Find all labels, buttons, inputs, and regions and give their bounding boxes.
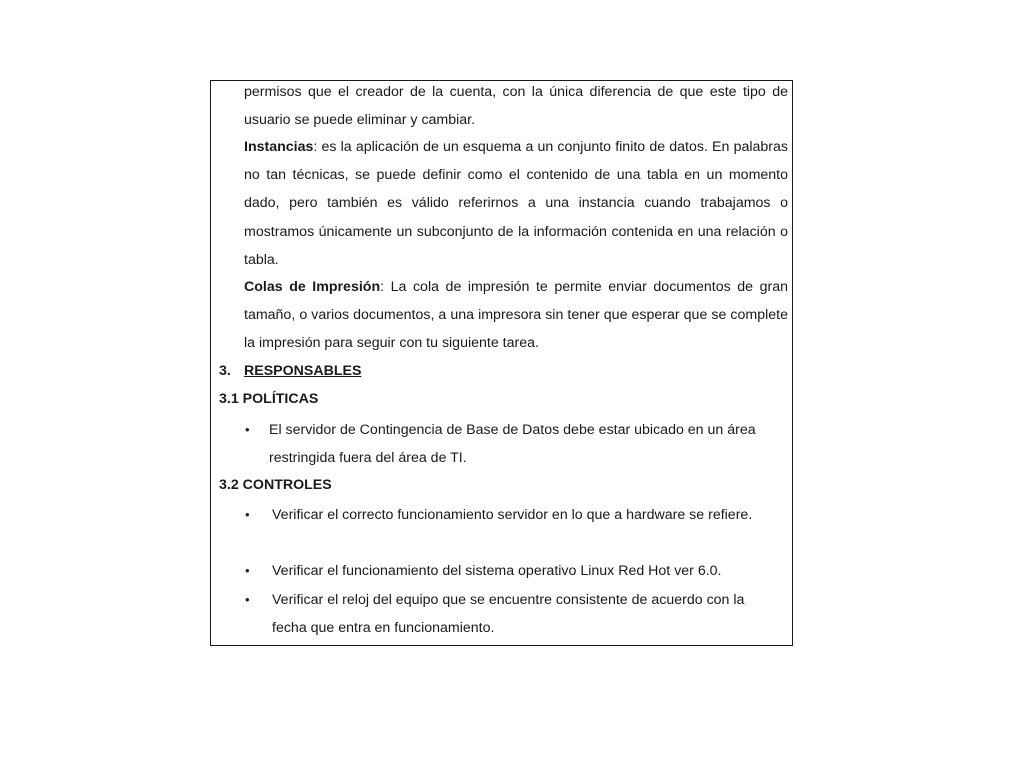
- paragraph-colas-text: : La cola de impresión te permite enviar documentos de gran tamaño, o varios documentos, a una impresora sin tener que esperar que se complete la impresión para seguir con tu siguiente tarea.: [244, 279, 789, 352]
- controles-bullet-3-text: Verificar el reloj del equipo que se encuentre consistente de acuerdo con la fecha que entra en funcionamiento.: [272, 592, 745, 637]
- paragraph-permissions-text: permisos que el creador de la cuenta, con la única diferencia de que este tipo de usuario se puede eliminar y cambiar.: [244, 84, 788, 129]
- bullet-dot-icon: •: [245, 592, 250, 607]
- section-3-title: RESPONSABLES: [244, 363, 362, 379]
- section-3-heading: [219, 361, 361, 381]
- term-colas-de-impresion: Colas de Impresión: [244, 279, 381, 295]
- document-page-frame: [210, 80, 793, 646]
- politicas-bullet-1-text: El servidor de Contingencia de Base de Datos debe estar ubicado en un área restringida fuera del área de TI.: [269, 422, 756, 467]
- bullet-dot-icon: •: [245, 422, 250, 437]
- paragraph-colas: [244, 273, 788, 358]
- politicas-bullet-1: [245, 416, 765, 472]
- paragraph-permissions: [244, 78, 788, 134]
- controles-bullet-1-text: Verificar el correcto funcionamiento servidor en lo que a hardware se refiere.: [272, 507, 753, 523]
- section-3-2-title: 3.2 CONTROLES: [219, 477, 332, 493]
- section-3-1-heading: [219, 389, 318, 409]
- section-3-2-heading: [219, 475, 332, 495]
- controles-bullet-2-text: Verificar el funcionamiento del sistema operativo Linux Red Hot ver 6.0.: [272, 563, 722, 579]
- term-instancias: Instancias: [244, 139, 314, 155]
- controles-bullet-2: [245, 557, 765, 585]
- paragraph-instancias: [244, 133, 788, 274]
- section-3-1-title: 3.1 POLÍTICAS: [219, 391, 319, 407]
- section-3-number: 3.: [219, 363, 231, 379]
- bullet-dot-icon: •: [245, 507, 250, 522]
- paragraph-instancias-text: : es la aplicación de un esquema a un conjunto finito de datos. En palabras no tan técnicas, se puede definir como el contenido de una tabla en un momento dado, pero también es válido referirnos a una instancia cuando trabajamos o mostramos únicamente un subconjunto de la información contenida en una relación o tabla.: [244, 139, 788, 268]
- bullet-dot-icon: •: [245, 563, 250, 578]
- controles-bullet-1: [245, 501, 765, 529]
- controles-bullet-3: [245, 586, 765, 642]
